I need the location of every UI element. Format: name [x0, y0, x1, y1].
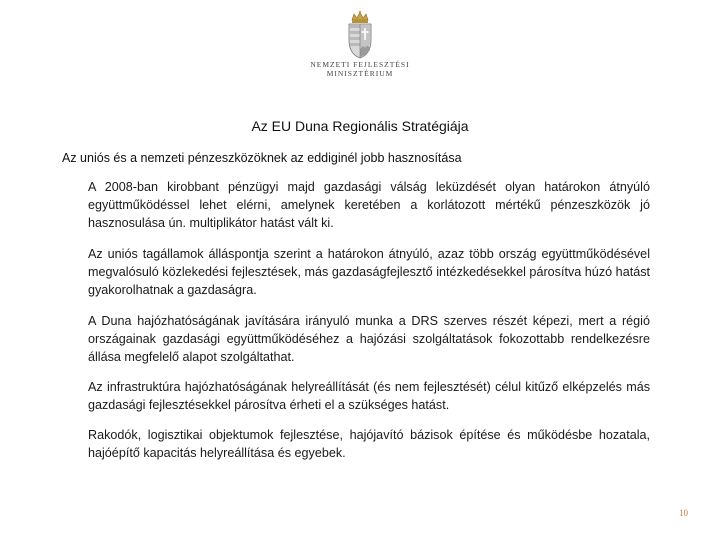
coat-of-arms-icon [343, 10, 377, 60]
page-number: 10 [679, 508, 688, 518]
paragraph-5-block [88, 426, 650, 462]
paragraph-4-block [88, 378, 650, 414]
paragraph-2-block [88, 245, 650, 299]
paragraph-2: Az uniós tagállamok álláspontja szerint a határokon átnyúló, azaz több ország együttműködésével megvalósuló közlekedési fejlesztések, más gazdaságfejlesztő intézkedésekkel párosítva húzó hatást gyakorolhatnak a gazdaságra. [88, 247, 650, 297]
paragraph-1-block [88, 178, 650, 232]
paragraph-1: A 2008-ban kirobbant pénzügyi majd gazdasági válság leküzdését olyan határokon átnyúló együttműködéssel lehet elérni, amelynek keretében a korlátozott mértékű pénzeszközök jó hasznosulása ún. multiplikátor hatást vált ki. [88, 180, 650, 230]
page-title: Az EU Duna Regionális Stratégiája [251, 118, 469, 134]
paragraph-4: Az infrastruktúra hajózhatóságának helyreállítását (és nem fejlesztését) célul kitűző elképzelés más gazdasági fejlesztésekkel párosítva érheti el a szükséges hatást. [88, 380, 650, 412]
ministry-name-line1: NEMZETI FEJLESZTÉSI [310, 60, 410, 69]
paragraph-3-block [88, 312, 650, 366]
paragraph-5: Rakodók, logisztikai objektumok fejlesztése, hajójavító bázisok építése és működésbe hozatala, hajóépítő kapacitás helyreállítása és egyebek. [88, 428, 650, 460]
ministry-logo [300, 10, 420, 92]
page-subtitle: Az uniós és a nemzeti pénzeszközöknek az eddiginél jobb hasznosítása [62, 151, 462, 165]
paragraph-3: A Duna hajózhatóságának javítására irányuló munka a DRS szerves részét képezi, mert a régió országainak gazdasági együttműködéséhez a hajózási szolgáltatások fokozottabb rendelkezésre állása megfelelő alapot szolgáltathat. [88, 314, 650, 364]
ministry-name-line2: MINISZTÉRIUM [326, 69, 394, 78]
